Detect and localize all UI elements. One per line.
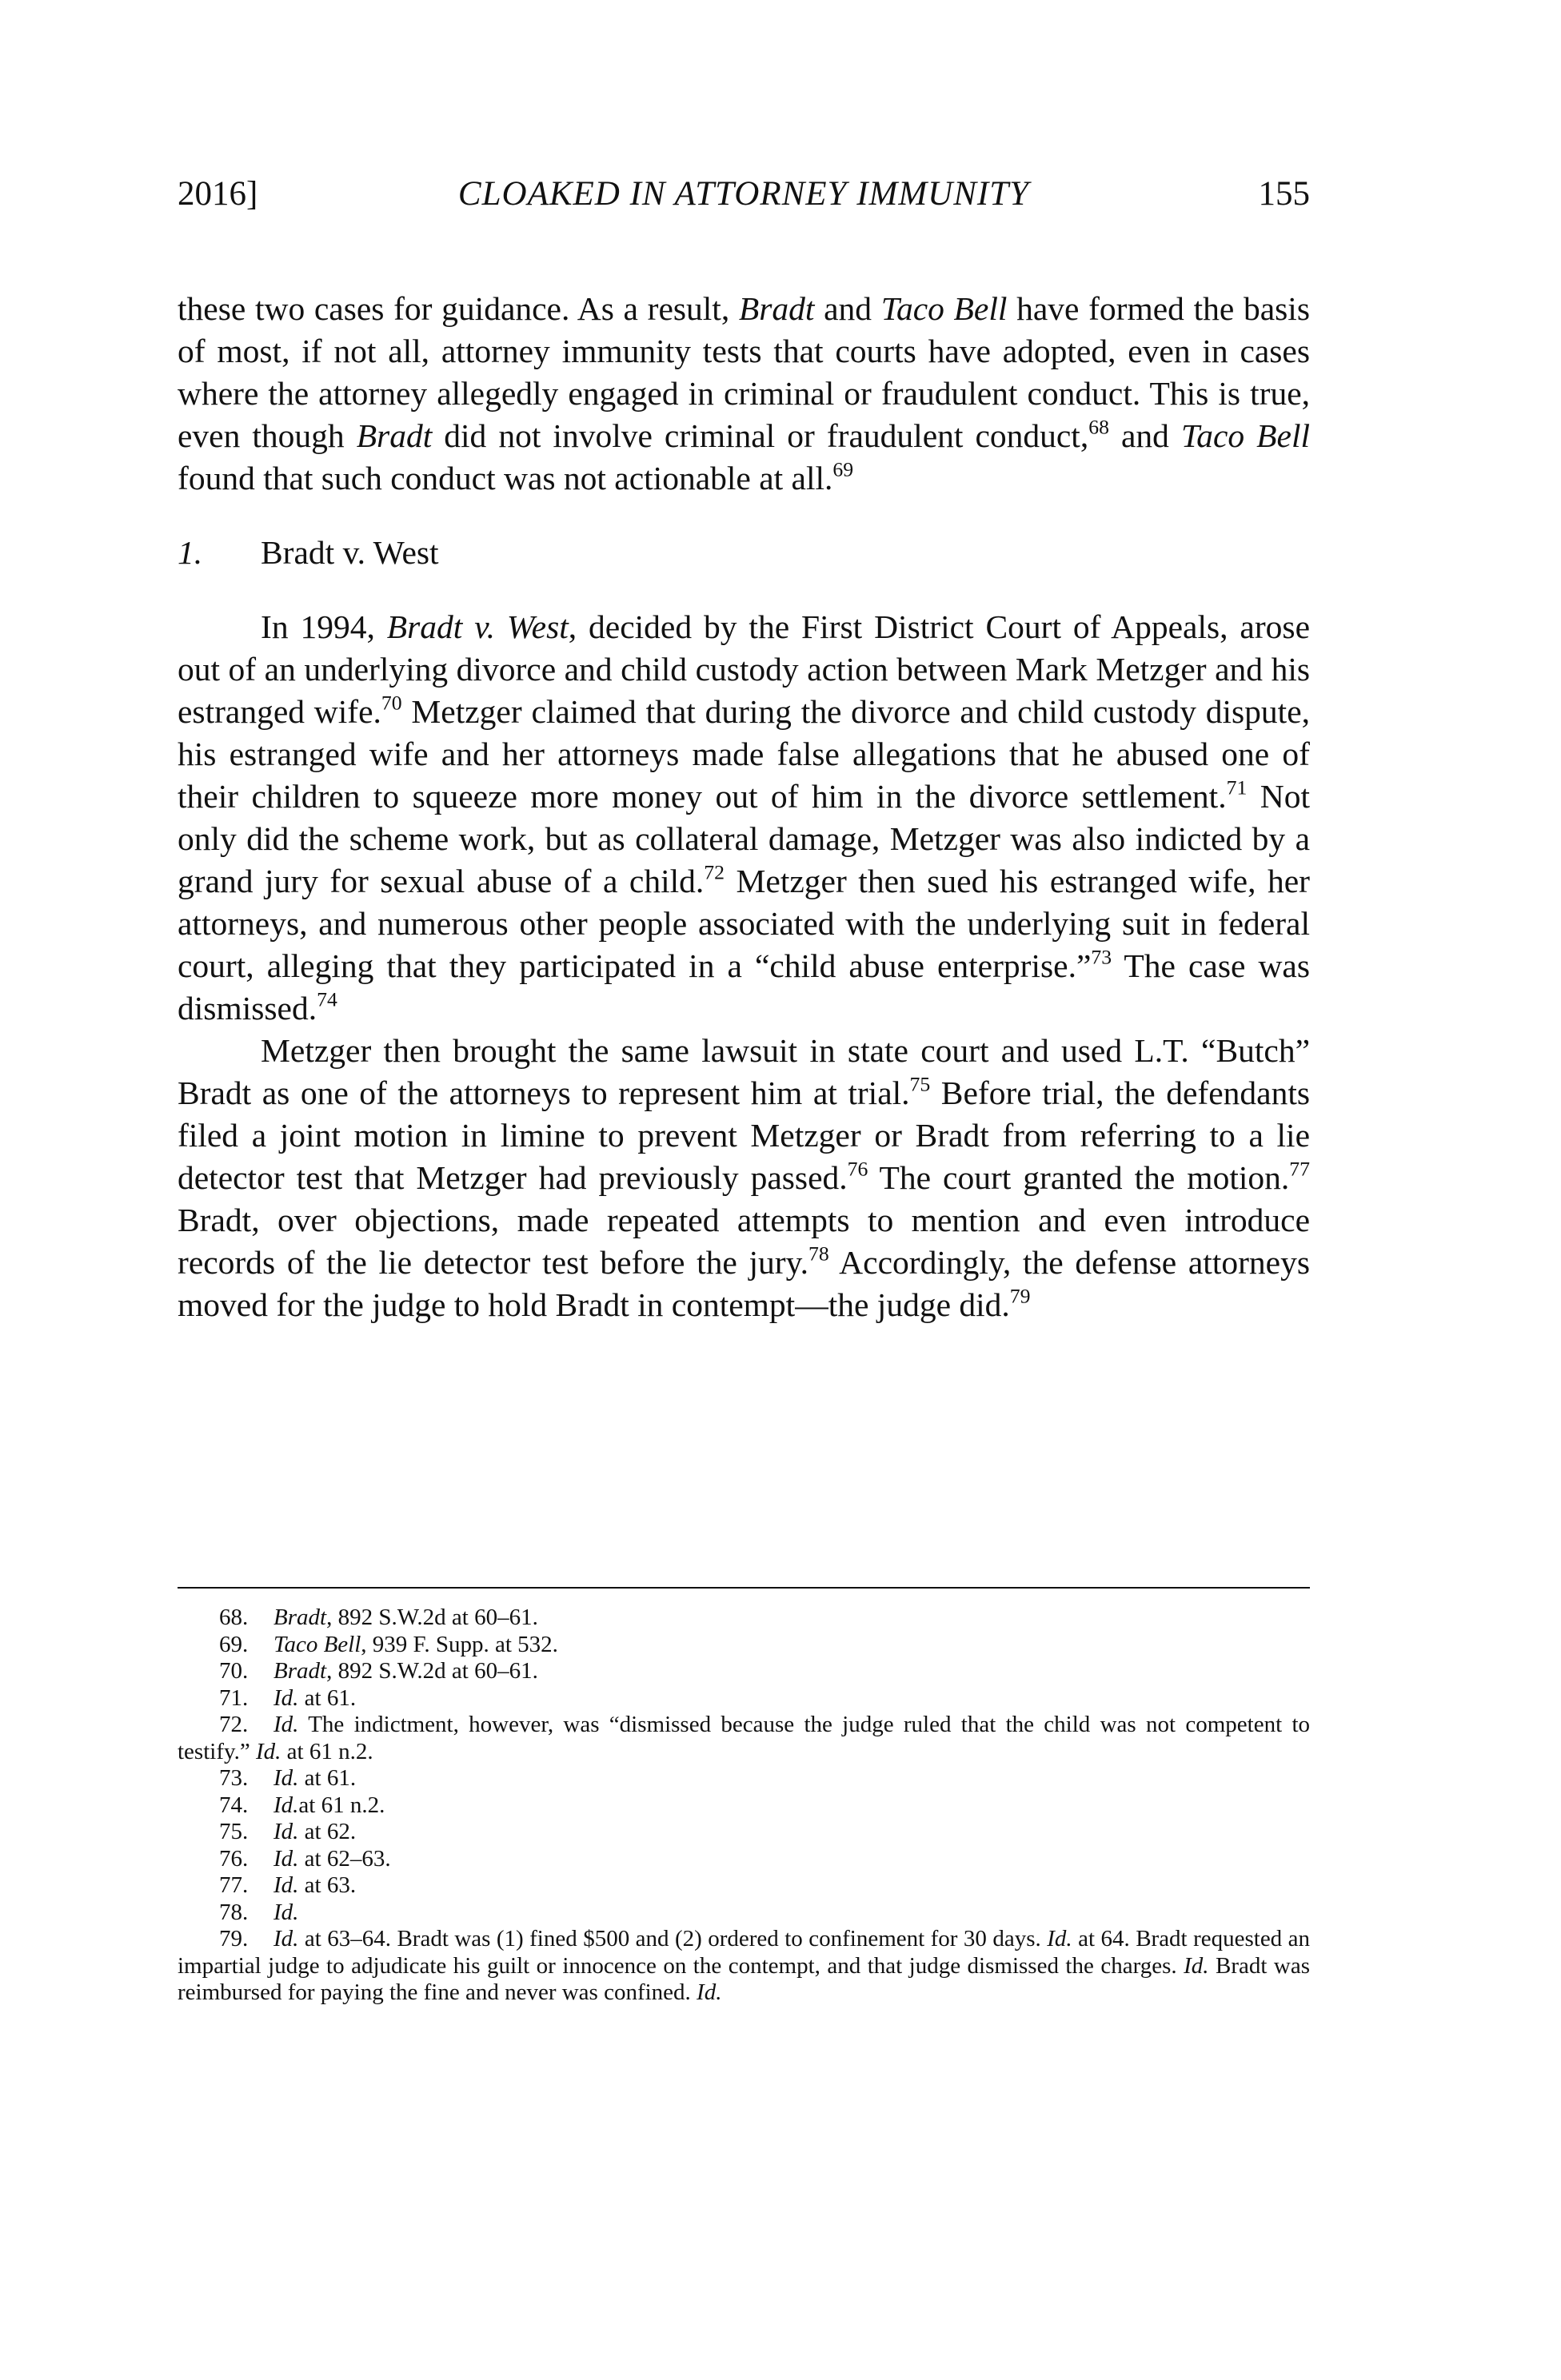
footnote-divider bbox=[178, 1587, 1310, 1589]
footnote-ref: 79 bbox=[1009, 1284, 1031, 1308]
paragraph: these two cases for guidance. As a result, Bradt and Taco Bell have formed the basis of most, if not all, attorney immunity tests that courts have adopted, even in cases where the attorney allegedly engaged in criminal or fraudulent conduct. This is true, even though Bradt did not involve criminal or fraudulent conduct,$^{68}$ and Taco Bell found that such conduct was not actionable at all.$^{69}$ bbox=[178, 290, 1310, 496]
paragraph: In 1994, Bradt v. West, decided by the First District Court of Appeals, arose out of an underlying divorce and child custody action between Mark Metzger and his estranged wife.$^{70}$ Metzger claimed that during the divorce and child custody dispute, his estranged wife and her attorneys made false allegations that he abused one of their children to squeeze more money out of him in the divorce settlement.$^{71}$ Not only did the scheme work, but as collateral damage, Metzger was also indicted by a grand jury for sexual abuse of a child.$^{72}$ Metzger then sued his estranged wife, her attorneys, and numerous other people associated with the underlying suit in federal court, alleging that they participated in a “child abuse enterprise.”$^{73}$ The case was dismissed.$^{74}$ bbox=[178, 608, 1311, 1027]
footnote-ref: 77 bbox=[1289, 1157, 1310, 1181]
running-header bbox=[178, 174, 1310, 222]
footnote: 70. Bradt, 892 S.W.2d at 60–61. bbox=[219, 1658, 538, 1684]
footnote: 71. Id. at 61. bbox=[219, 1684, 357, 1711]
footnote: 72. Id. The indictment, however, was “dismissed because the judge ruled that the child was not competent to testify.” Id. at 61 n.2. bbox=[178, 1712, 1310, 1764]
paragraph: Metzger then brought the same lawsuit in state court and used L.T. “Butch” Bradt as one of the attorneys to represent him at trial.$^{75}$ Before trial, the defendants filed a joint motion in limine to prevent Metzger or Bradt from referring to a lie detector test that Metzger had previously passed.$^{76}$ The court granted the motion.$^{77}$ Bradt, over objections, made repeated attempts to mention and even introduce records of the lie detector test before the jury.$^{78}$ Accordingly, the defense attorneys moved for the judge to hold Bradt in contempt—the judge did.$^{79}$ bbox=[178, 1032, 1310, 1323]
footnote-ref: 78 bbox=[808, 1242, 829, 1266]
footnote: 74. Id.at 61 n.2. bbox=[219, 1792, 385, 1818]
footnote: 76. Id. at 62–63. bbox=[219, 1845, 391, 1872]
section-heading: 1. Bradt v. West bbox=[178, 532, 1310, 574]
footnote: 78. Id. bbox=[219, 1899, 299, 1925]
footnote-ref: 74 bbox=[317, 987, 337, 1011]
footnote-ref: 69 bbox=[832, 457, 854, 481]
header-volume-year: 2016] bbox=[178, 175, 258, 213]
footnote-ref: 71 bbox=[1226, 775, 1248, 799]
footnote-ref: 70 bbox=[381, 691, 402, 715]
footnote-ref: 75 bbox=[909, 1072, 931, 1096]
footnote-ref: 73 bbox=[1091, 945, 1112, 969]
section-number: 1. bbox=[178, 534, 203, 571]
header-article-title: CLOAKED IN ATTORNEY IMMUNITY bbox=[457, 175, 1030, 213]
header-page-number: 155 bbox=[1258, 175, 1310, 213]
footnote-ref: 72 bbox=[704, 860, 725, 884]
footnote-ref: 76 bbox=[847, 1157, 868, 1181]
footnote: 73. Id. at 61. bbox=[219, 1765, 357, 1791]
footnote: 69. Taco Bell, 939 F. Supp. at 532. bbox=[219, 1631, 558, 1657]
body-text bbox=[178, 288, 1310, 1326]
footnote: 79. Id. at 63–64. Bradt was (1) fined $500 and (2) ordered to confinement for 30 days. Id. at 64. Bradt requested an impartial judge to adjudicate his guilt or innocence on the contempt, and that judge dismissed the charges. Id. Bradt was reimbursed for paying the fine and never was confined. Id. bbox=[178, 1926, 1311, 2005]
footnote: 75. Id. at 62. bbox=[219, 1819, 357, 1844]
footnote: 68. Bradt, 892 S.W.2d at 60–61. bbox=[219, 1605, 538, 1630]
footnote: 77. Id. at 63. bbox=[219, 1872, 357, 1898]
footnotes bbox=[178, 1605, 1310, 2007]
footnote-ref: 68 bbox=[1088, 415, 1109, 439]
